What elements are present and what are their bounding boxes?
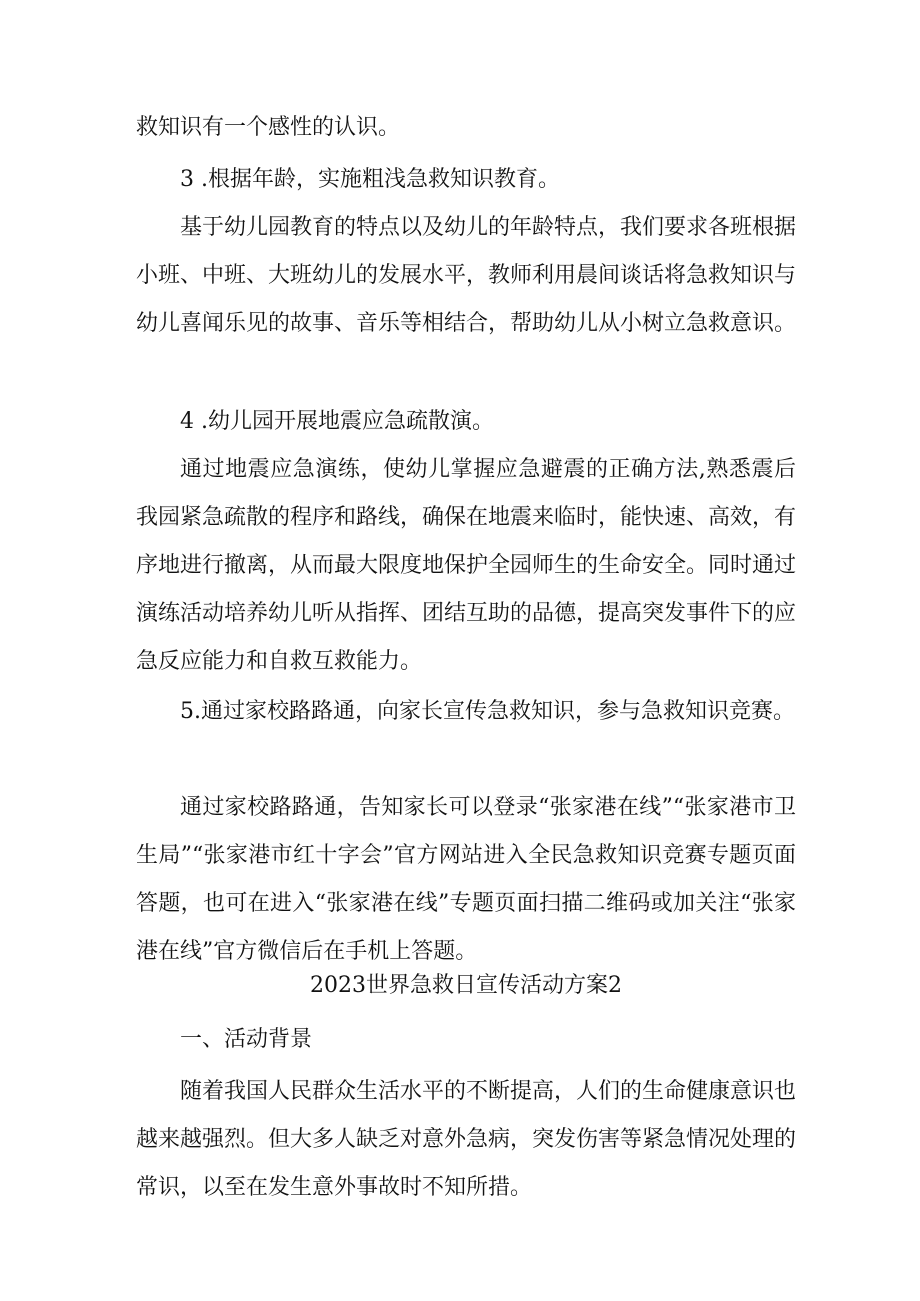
item-3-heading: 3 .根据年龄，实施粗浅急救知识教育。 xyxy=(180,167,560,192)
item-4-paragraph: 通过地震应急演练，使幼儿掌握应急避震的正确方法,熟悉震后我园紧急疏散的程序和路线，确保在地震来临时，能快速、高效，有序地进行撤离，从而最大限度地保护全园师生的生命安全。同时通过演练活动培养幼儿听从指挥、团结互助的品德，提高突发事件下的应急反应能力和自救互救能力。 xyxy=(136,457,797,674)
item-5-paragraph: 通过家校路路通，告知家长可以登录“张家港在线”“张家港市卫生局”“张家港市红十字会”官方网站进入全民急救知识竞赛专题页面答题，也可在进入“张家港在线”专题页面扫描二维码或加关注“张家港在线”官方微信后在手机上答题。 xyxy=(136,795,796,964)
background-paragraph: 随着我国人民群众生活水平的不断提高，人们的生命健康意识也越来越强烈。但大多人缺乏对意外急病，突发伤害等紧急情况处理的常识，以至在发生意外事故时不知所措。 xyxy=(136,1079,797,1200)
plan-title: 2023世界急救日宣传活动方案2 xyxy=(310,973,622,998)
section-heading-background: 一、活动背景 xyxy=(180,1027,313,1052)
item-4-heading: 4 .幼儿园开展地震应急疏散演。 xyxy=(180,409,494,434)
item-5-heading: 5.通过家校路路通，向家长宣传急救知识，参与急救知识竞赛。 xyxy=(180,699,795,724)
item-3-paragraph: 基于幼儿园教育的特点以及幼儿的年龄特点，我们要求各班根据小班、中班、大班幼儿的发展水平，教师利用晨间谈话将急救知识与幼儿喜闻乐见的故事、音乐等相结合，帮助幼儿从小树立急救意识。 xyxy=(136,215,797,336)
paragraph-continuation: 救知识有一个感性的认识。 xyxy=(136,115,401,140)
